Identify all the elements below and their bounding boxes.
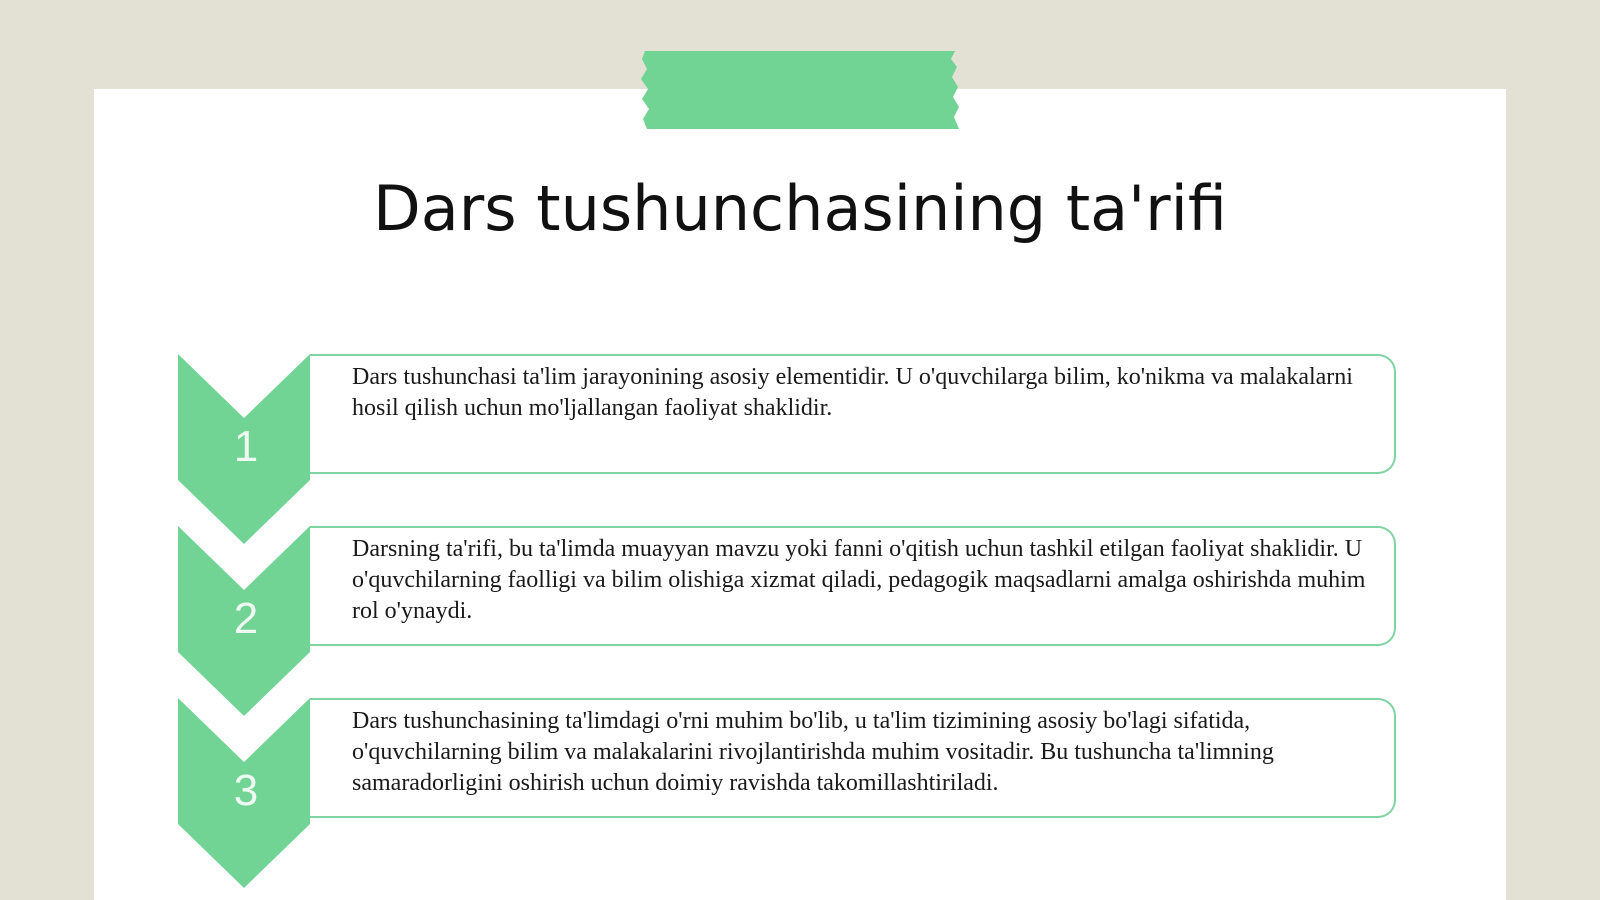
step-text: Dars tushunchasining ta'limdagi o'rni muhim bo'lib, u ta'lim tizimining asosiy bo'lagi sifatida, o'quvchilarning bilim va malakalarini rivojlantirishda muhim vositadir. Bu tushuncha ta'limning samaradorligini oshirish uchun doimiy ravishda takomillashtiriladi. [352,708,1274,796]
step-number: 3 [233,766,259,815]
step-text: Dars tushunchasi ta'lim jarayonining asosiy elementidir. U o'quvchilarga bilim, ko'nikma va malakalarni hosil qilish uchun mo'ljallangan faoliyat shaklidir. [352,364,1353,421]
step-item-1 [178,354,1400,544]
step-number: 2 [233,594,259,643]
step-item-3 [178,698,1400,888]
slide-title: Dars tushunchasining ta'rifi [373,172,1227,245]
step-text: Darsning ta'rifi, bu ta'limda muayyan mavzu yoki fanni o'qitish uchun tashkil etilgan faoliyat shaklidir. U o'quvchilarning faolligi va bilim olishiga xizmat qiladi, pedagogik maqsadlarni amalga oshirishda muhim rol o'ynaydi. [352,536,1366,624]
step-number: 1 [233,422,259,471]
tape-decoration [641,51,959,129]
step-item-2 [178,526,1400,716]
